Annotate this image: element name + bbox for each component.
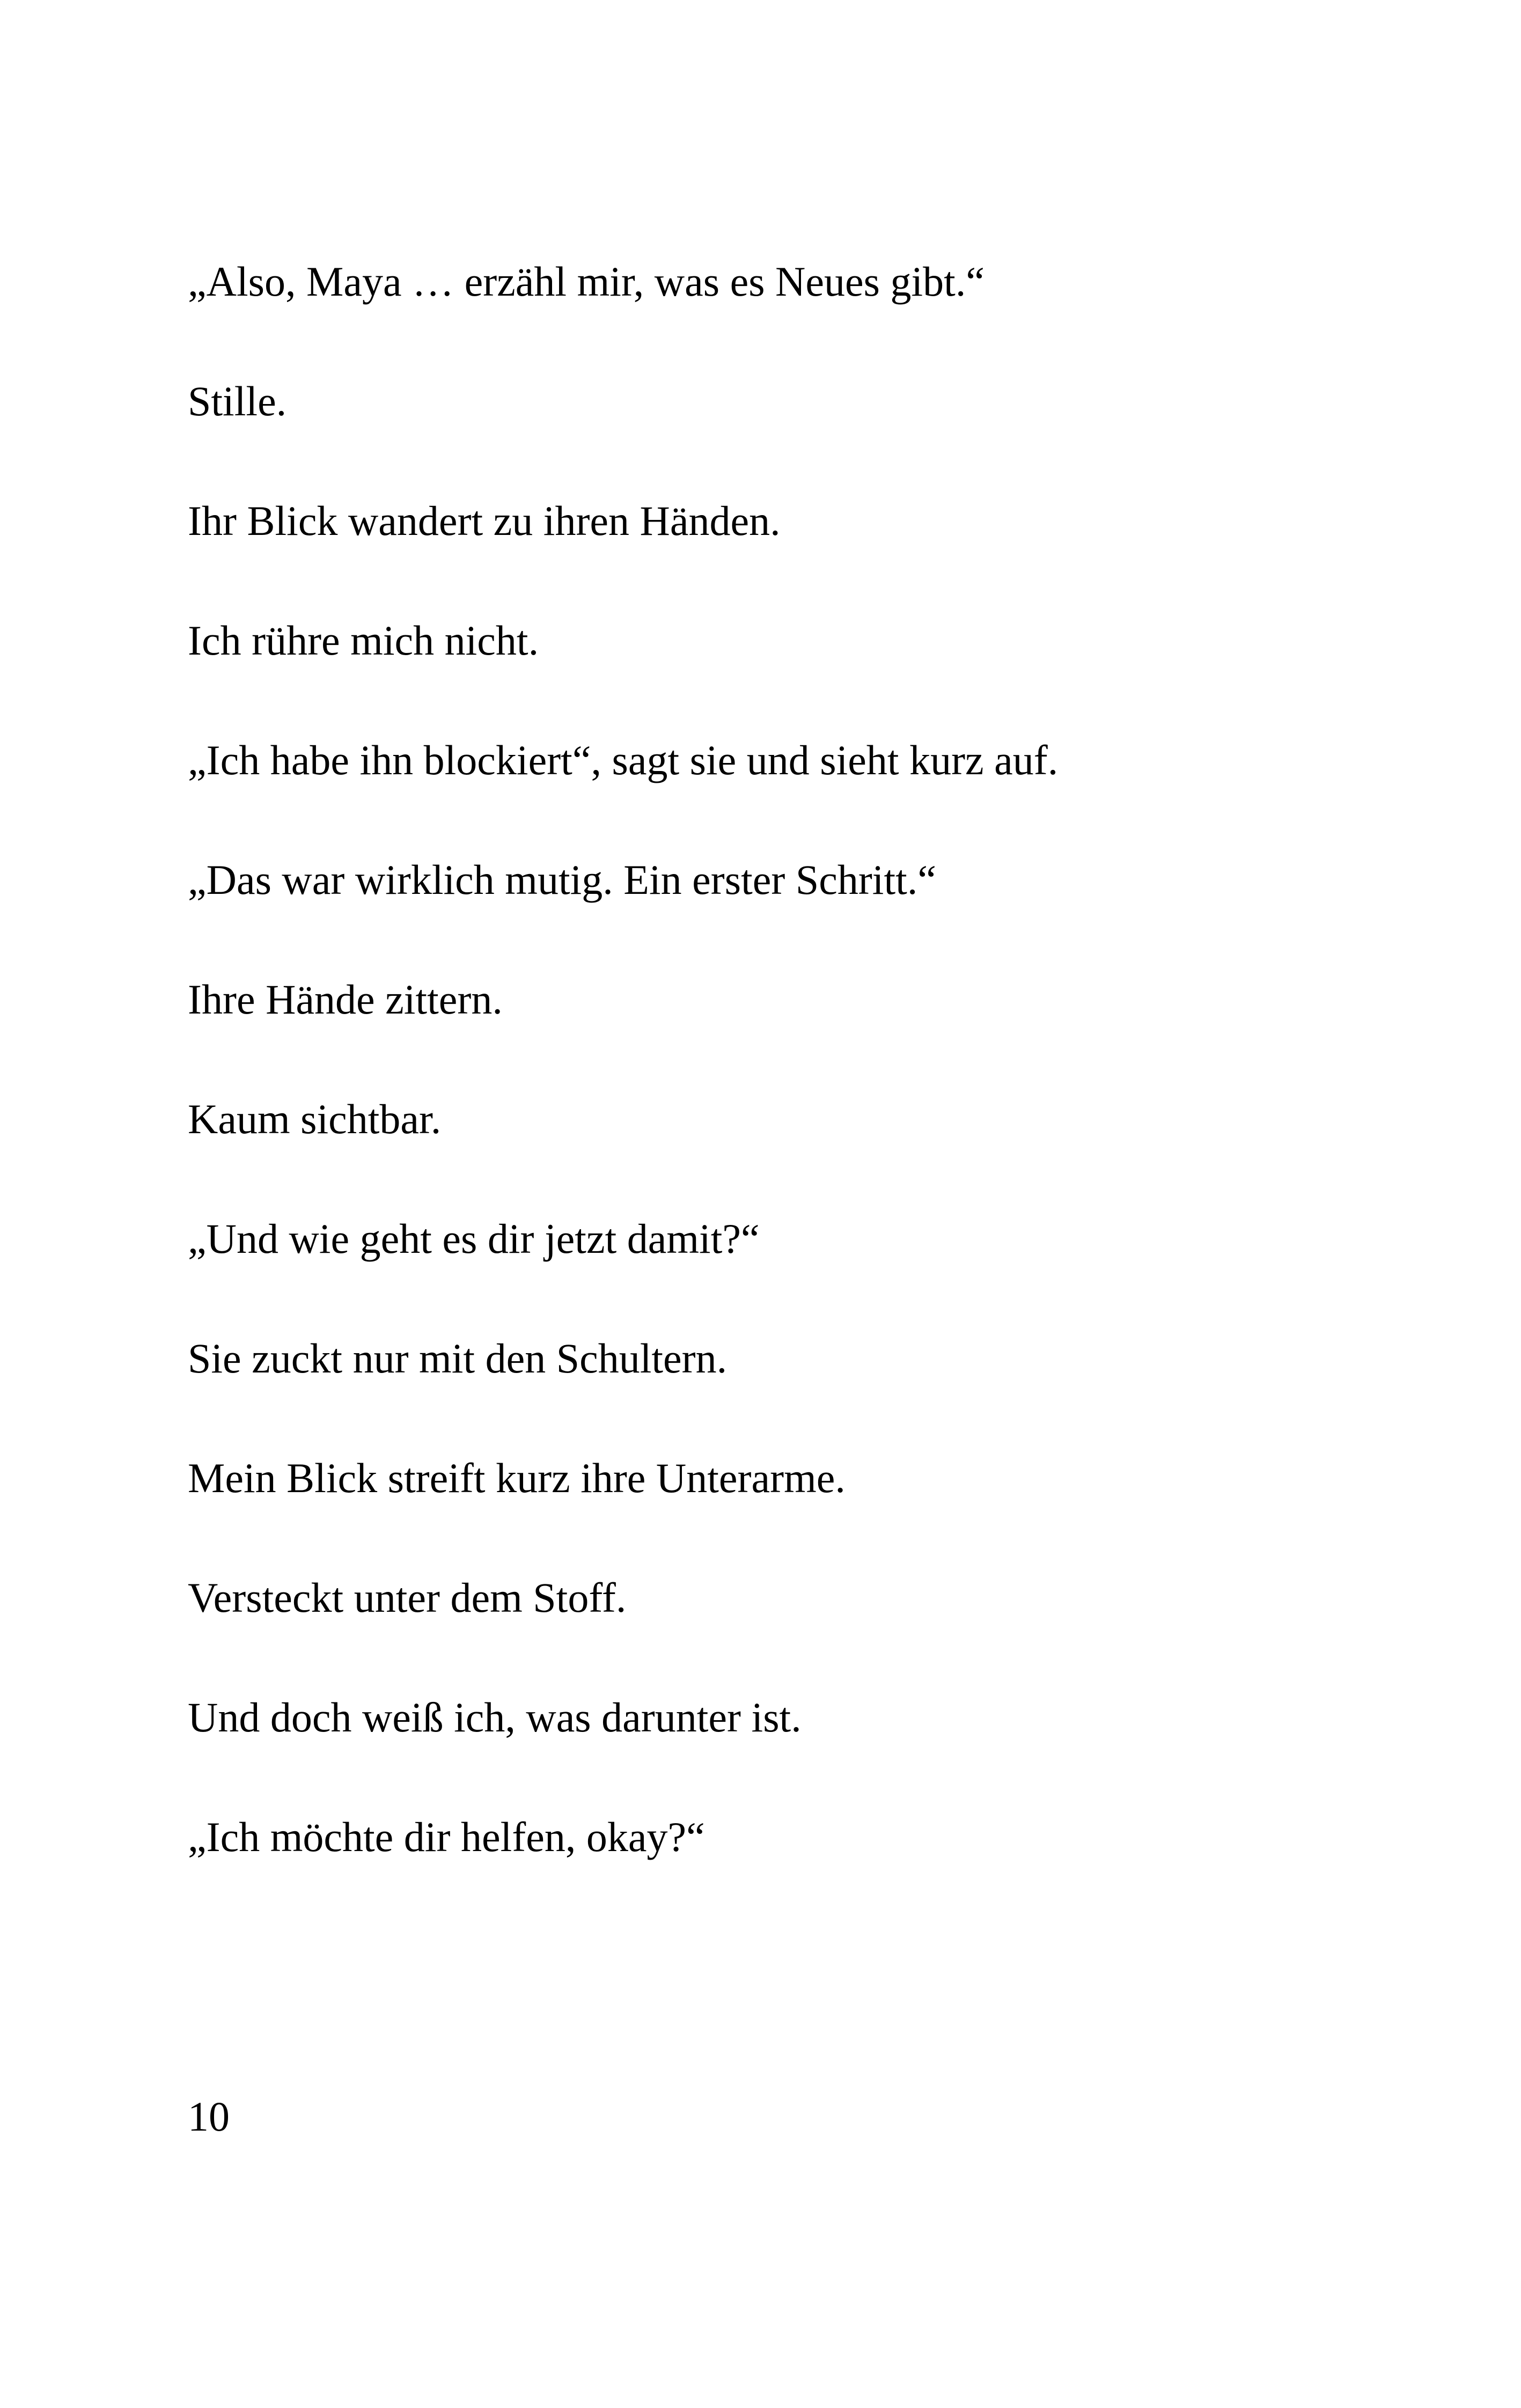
text-line: Ihr Blick wandert zu ihren Händen. [188,497,781,544]
text-line: Versteckt unter dem Stoff. [188,1574,627,1621]
page-number: 10 [188,2093,230,2140]
text-line: Sie zuckt nur mit den Schultern. [188,1335,728,1382]
text-line: Und doch weiß ich, was darunter ist. [188,1694,802,1741]
body-text [188,258,1368,1933]
text-line: „Ich habe ihn blockiert“, sagt sie und sieht kurz auf. [188,737,1059,783]
text-line: Mein Blick streift kurz ihre Unterarme. [188,1455,846,1501]
text-line: „Ich möchte dir helfen, okay?“ [188,1814,705,1860]
text-line: Ich rühre mich nicht. [188,617,539,664]
text-line: „Also, Maya … erzähl mir, was es Neues gibt.“ [188,258,984,305]
text-line: Kaum sichtbar. [188,1096,442,1142]
text-line: „Das war wirklich mutig. Ein erster Schritt.“ [188,856,936,903]
text-line: Stille. [188,378,287,424]
text-line: „Und wie geht es dir jetzt damit?“ [188,1215,760,1262]
text-line: Ihre Hände zittern. [188,976,503,1023]
